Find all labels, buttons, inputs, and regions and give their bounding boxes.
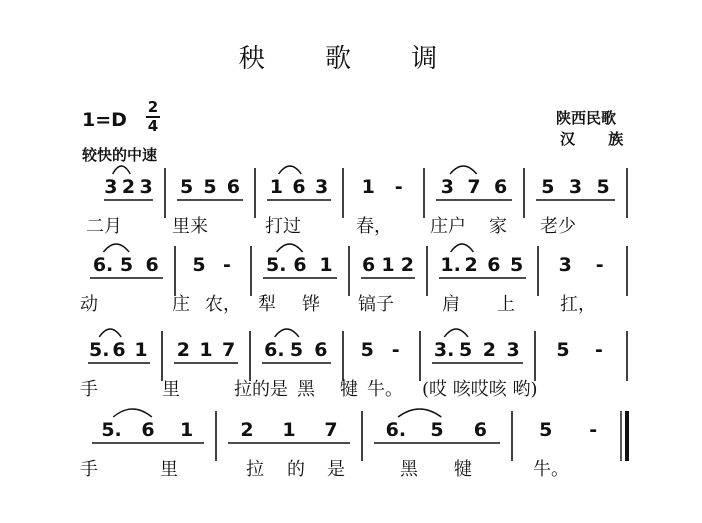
note: 6. bbox=[385, 419, 407, 441]
lyric: 镐子 bbox=[358, 294, 394, 315]
note: - bbox=[595, 254, 604, 276]
title: 秧 歌 调 bbox=[238, 44, 464, 74]
slur bbox=[277, 244, 303, 252]
note: 1. bbox=[440, 254, 461, 276]
lyric: 扛， bbox=[560, 294, 596, 315]
slur bbox=[99, 329, 121, 337]
note: 1 bbox=[269, 176, 283, 198]
lyric: 里来 bbox=[172, 216, 208, 237]
note: 6 bbox=[314, 339, 328, 361]
note: - bbox=[391, 339, 400, 361]
note: 6 bbox=[141, 419, 155, 441]
note: 6. bbox=[264, 339, 285, 361]
note: 5 bbox=[203, 176, 217, 198]
note: 1 bbox=[319, 254, 333, 276]
slur bbox=[444, 329, 468, 337]
lyric: 拉的是 bbox=[234, 379, 288, 400]
lyric: 里 bbox=[162, 379, 180, 400]
note: 2 bbox=[482, 339, 496, 361]
note: 1 bbox=[134, 339, 148, 361]
note: 6 bbox=[226, 176, 240, 198]
note: 3 bbox=[315, 176, 329, 198]
note: 1 bbox=[180, 419, 194, 441]
lyric: 黑 bbox=[297, 379, 315, 400]
note: 5 bbox=[180, 176, 194, 198]
lyric: 手 bbox=[80, 459, 98, 480]
note: 3. bbox=[433, 339, 455, 361]
note: 1 bbox=[381, 254, 395, 276]
note: 7 bbox=[222, 339, 236, 361]
lyric: 犁 bbox=[258, 294, 276, 315]
lyric: 犍 bbox=[454, 459, 472, 480]
note: 5 bbox=[459, 339, 473, 361]
note: 6 bbox=[362, 254, 376, 276]
lyric: 二月 bbox=[86, 216, 122, 237]
note: 5 bbox=[119, 254, 134, 276]
tempo-marking: 较快的中速 bbox=[82, 146, 158, 164]
note: 6 bbox=[293, 254, 307, 276]
lyric: 的 bbox=[287, 459, 305, 480]
note: 7 bbox=[324, 419, 338, 441]
lyric: 上 bbox=[497, 294, 515, 315]
lyric: 老少 bbox=[540, 216, 576, 237]
slur bbox=[279, 166, 302, 174]
note: 1 bbox=[282, 419, 296, 441]
lyric: 肩 bbox=[442, 294, 460, 315]
note: 3 bbox=[568, 176, 583, 198]
note: 2 bbox=[464, 254, 478, 276]
note: 5 bbox=[192, 254, 206, 276]
note: 7 bbox=[467, 176, 481, 198]
lyric: 铧 bbox=[302, 294, 320, 315]
lyric: 家 bbox=[489, 216, 507, 237]
note: 6 bbox=[494, 176, 508, 198]
time-signature-bottom: 4 bbox=[147, 117, 159, 135]
note: 2 bbox=[240, 419, 254, 441]
slur bbox=[451, 244, 474, 252]
time-signature-top: 2 bbox=[147, 98, 159, 116]
lyric: 庄 bbox=[172, 294, 190, 315]
note: 5. bbox=[89, 339, 110, 361]
note: 6 bbox=[473, 419, 487, 441]
slur bbox=[275, 329, 299, 337]
lyric: 是 bbox=[327, 459, 345, 480]
lyric: 拉 bbox=[246, 459, 264, 480]
note: 6 bbox=[112, 339, 126, 361]
lyric: 手 bbox=[80, 379, 98, 400]
note: 5 bbox=[596, 176, 610, 198]
slur bbox=[103, 244, 129, 252]
note: - bbox=[595, 339, 603, 361]
lyric: 春， bbox=[356, 216, 392, 237]
slur bbox=[450, 166, 477, 174]
note: 6 bbox=[487, 254, 501, 276]
lyric: 动 bbox=[80, 294, 98, 315]
note: 3 bbox=[506, 339, 520, 361]
key-signature: 1=D bbox=[82, 109, 127, 131]
origin-label: 陕西民歌 bbox=[556, 109, 617, 127]
lyric: 牛。 bbox=[367, 379, 403, 400]
lyric: 牛。 bbox=[533, 459, 569, 480]
note: 6. bbox=[92, 254, 114, 276]
note: 5 bbox=[510, 254, 524, 276]
note: 5 bbox=[556, 339, 570, 361]
ethnicity-label: 汉 族 bbox=[560, 130, 638, 148]
note: 2 bbox=[176, 339, 190, 361]
lyric: 里 bbox=[160, 459, 178, 480]
note: 2 bbox=[121, 176, 136, 198]
note: 3 bbox=[558, 254, 572, 276]
note: 5 bbox=[289, 339, 304, 361]
lyric: 黑 bbox=[400, 459, 418, 480]
note: 5. bbox=[266, 254, 287, 276]
note: - bbox=[223, 254, 231, 276]
note: - bbox=[394, 176, 403, 198]
note: 3 bbox=[440, 176, 454, 198]
note: 5 bbox=[430, 419, 444, 441]
note: 5 bbox=[541, 176, 555, 198]
lyric: (哎 咳哎咳 哟) bbox=[422, 379, 538, 400]
lyric: 庄户 bbox=[430, 216, 466, 237]
lyric: 农， bbox=[205, 294, 241, 315]
lyric: 打过 bbox=[265, 216, 301, 237]
note: - bbox=[589, 419, 598, 441]
note: 5 bbox=[539, 419, 553, 441]
note: 3 bbox=[104, 176, 118, 198]
note: 1 bbox=[361, 176, 375, 198]
note: 6 bbox=[145, 254, 159, 276]
slur bbox=[398, 409, 441, 417]
slur bbox=[113, 166, 131, 174]
slur bbox=[113, 409, 152, 417]
lyric: 犍 bbox=[340, 379, 358, 400]
note: 2 bbox=[400, 254, 414, 276]
note: 5. bbox=[101, 419, 122, 441]
note: 3 bbox=[139, 176, 153, 198]
note: 1 bbox=[199, 339, 213, 361]
note: 5 bbox=[360, 339, 374, 361]
note: 6 bbox=[292, 176, 306, 198]
